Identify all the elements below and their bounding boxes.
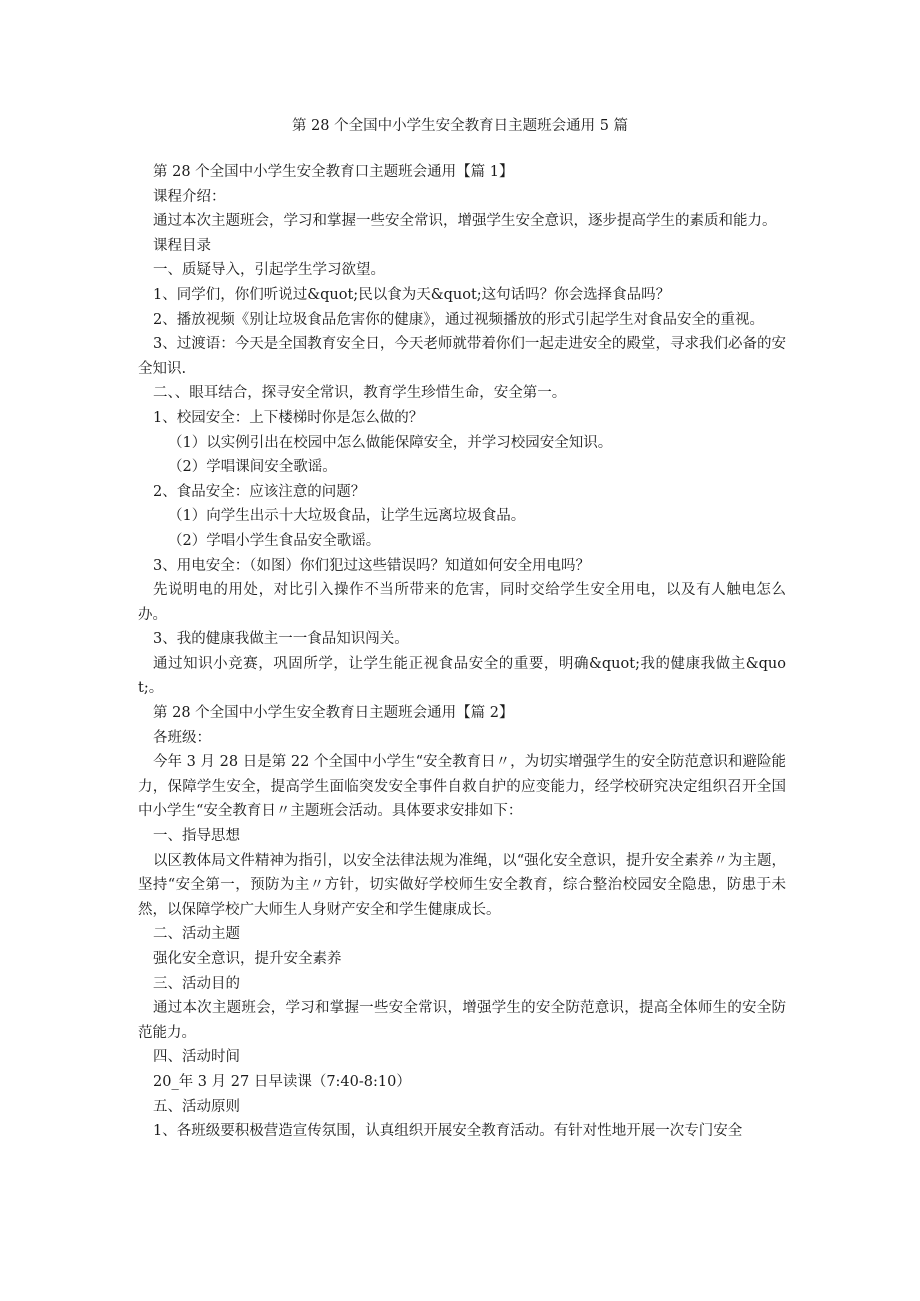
document-title: 第 28 个全国中小学生安全教育日主题班会通用 5 篇 [291, 118, 629, 134]
paragraph: 强化安全意识，提升安全素养 [153, 951, 342, 967]
paragraph: 四、活动时间 [153, 1049, 240, 1066]
paragraph: 今年 3 月 28 日是第 22 个全国中小学生“安全教育日〃，为切实增强学生的安全防范意识和避险能力，保障学生安全，提高学生面临突发安全事件自救自护的应变能力，经学校研究决定组织召开全国中小学生“安全教育日〃主题班会活动。具体要求安排如下： [138, 754, 786, 820]
paragraph: 先说明电的用处，对比引入操作不当所带来的危害，同时交给学生安全用电，以及有人触电怎么办。 [138, 582, 786, 623]
document-body [138, 160, 786, 1144]
paragraph: 2、播放视频《别让垃圾食品危害你的健康》，通过视频播放的形式引起学生对食品安全的重视。 [153, 311, 764, 328]
paragraph: 二、活动主题 [153, 926, 240, 943]
paragraph: 20_年 3 月 27 日早读课（7:40-8:10） [153, 1073, 411, 1090]
paragraph: 通过知识小竞赛，巩固所学，让学生能正视食品安全的重要，明确&quot;我的健康我做主&quot;。 [138, 655, 786, 697]
paragraph: 课程介绍： [153, 188, 226, 205]
paragraph: 通过本次主题班会，学习和掌握一些安全常识，增强学生的安全防范意识，提高全体师生的安全防范能力。 [138, 1000, 786, 1041]
paragraph: 2、食品安全：应该注意的问题？ [153, 483, 366, 500]
paragraph: （1）向学生出示十大垃圾食品，让学生远离垃圾食品。 [168, 508, 526, 525]
section-heading-part-1: 第 28 个全国中小学生安全教育口主题班会通用【篇 1】 [153, 164, 514, 180]
paragraph: 以区教体局文件精神为指引，以安全法律法规为准绳，以“强化安全意识，提升安全素养〃为主题，坚持“安全第一，预防为主〃方针，切实做好学校师生安全教育，综合整治校园安全隐患，防患于未然，以保障学校广大师生人身财产安全和学生健康成长。 [138, 852, 786, 918]
paragraph: （1）以实例引出在校园中怎么做能保障安全，并学习校园安全知识。 [168, 434, 613, 451]
paragraph: 3、我的健康我做主一一食品知识闯关。 [153, 631, 409, 648]
paragraph: 二、、眼耳结合，探寻安全常识，教育学生珍惜生命，安全第一。 [153, 385, 567, 402]
paragraph: 3、过渡语：今天是全国教育安全日，今天老师就带着你们一起走进安全的殿堂，寻求我们必备的安全知识. [138, 336, 786, 377]
paragraph: 三、活动目的 [153, 975, 240, 992]
paragraph: （2）学唱课间安全歌谣。 [168, 459, 337, 476]
paragraph: 通过本次主题班会，学习和掌握一些安全常识，增强学生安全意识，逐步提高学生的素质和能力。 [153, 213, 777, 230]
paragraph: 五、活动原则 [153, 1098, 240, 1115]
paragraph: 各班级： [153, 729, 211, 746]
paragraph: 一、指导思想 [153, 828, 240, 845]
paragraph: 3、用电安全：（如图）你们犯过这些错误吗？知道如何安全用电吗？ [153, 557, 590, 574]
paragraph: 1、各班级要积极营造宣传氛围，认真组织开展安全教育活动。有针对性地开展一次专门安全 [153, 1123, 743, 1140]
paragraph: 1、校园安全：上下楼梯时你是怎么做的？ [153, 409, 424, 426]
paragraph: 1、同学们，你们听说过&quot;民以食为天&quot;这句话吗？你会选择食品吗？ [153, 286, 671, 303]
paragraph: 课程目录 [153, 237, 211, 254]
section-heading-part-2: 第 28 个全国中小学生安全教育日主题班会通用【篇 2】 [153, 705, 514, 722]
paragraph: （2）学唱小学生食品安全歌谣。 [168, 532, 381, 549]
paragraph: 一、质疑导入，引起学生学习欲望。 [153, 262, 385, 279]
